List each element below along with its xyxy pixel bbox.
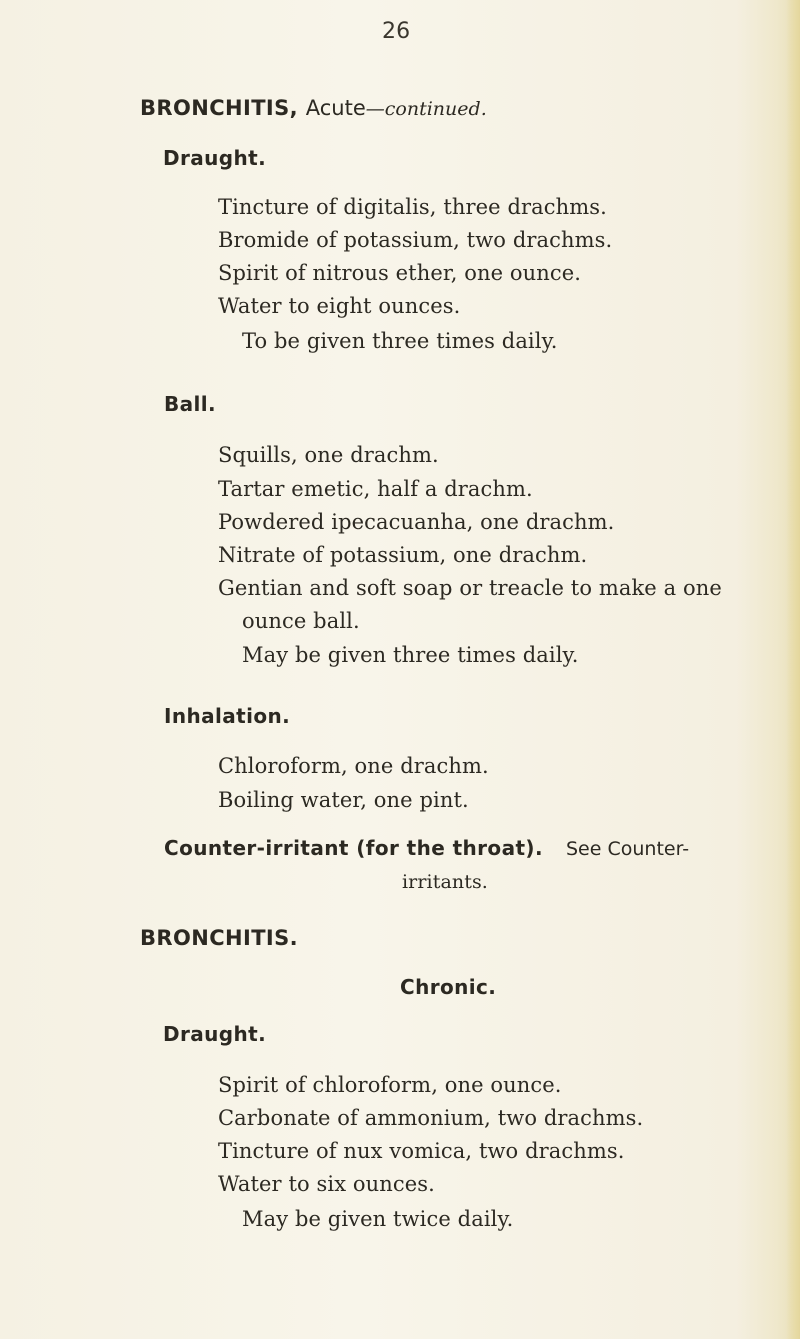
counter-irritant-heading xyxy=(164,834,543,862)
ball-heading: Ball. xyxy=(164,392,217,416)
prescription-direction: To be given three times daily. xyxy=(242,329,558,353)
prescription-line: Carbonate of ammonium, two drachms. xyxy=(218,1106,644,1130)
draught-heading: Draught. xyxy=(163,1022,267,1046)
prescription-line: Tartar emetic, half a drachm. xyxy=(218,477,533,501)
prescription-line: Bromide of potassium, two drachms. xyxy=(218,228,613,252)
prescription-direction: May be given twice daily. xyxy=(242,1207,514,1231)
section-heading-acute xyxy=(140,94,487,123)
draught-heading: Draught. xyxy=(163,146,267,170)
cross-reference: See Counter- xyxy=(566,838,690,860)
prescription-line: Spirit of chloroform, one ounce. xyxy=(218,1073,562,1097)
prescription-line: Squills, one drachm. xyxy=(218,443,439,467)
page-edge xyxy=(786,0,800,1339)
cross-reference-continued: irritants. xyxy=(402,871,488,893)
prescription-line: Chloroform, one drachm. xyxy=(218,754,489,778)
section-heading-chronic: BRONCHITIS. xyxy=(140,926,299,950)
heading-continued: —continued. xyxy=(365,98,487,120)
section-subheading-chronic: Chronic. xyxy=(400,975,497,999)
prescription-line: Gentian and soft soap or treacle to make a one xyxy=(218,576,722,600)
prescription-line: Spirit of nitrous ether, one ounce. xyxy=(218,261,582,285)
heading-subtitle: Acute xyxy=(305,96,366,120)
prescription-line: Tincture of digitalis, three drachms. xyxy=(218,195,607,219)
prescription-line: Water to six ounces. xyxy=(218,1172,435,1196)
prescription-line: ounce ball. xyxy=(242,609,360,633)
inhalation-heading: Inhalation. xyxy=(164,704,291,728)
prescription-line: Boiling water, one pint. xyxy=(218,788,469,812)
prescription-line: Nitrate of potassium, one drachm. xyxy=(218,543,588,567)
heading-title: BRONCHITIS, xyxy=(140,96,299,120)
prescription-line: Powdered ipecacuanha, one drachm. xyxy=(218,510,615,534)
prescription-line: Tincture of nux vomica, two drachms. xyxy=(218,1139,625,1163)
prescription-direction: May be given three times daily. xyxy=(242,643,579,667)
prescription-line: Water to eight ounces. xyxy=(218,294,461,318)
counter-irritant-label: Counter-irritant (for the throat). xyxy=(164,836,543,860)
page-number: 26 xyxy=(382,19,411,44)
